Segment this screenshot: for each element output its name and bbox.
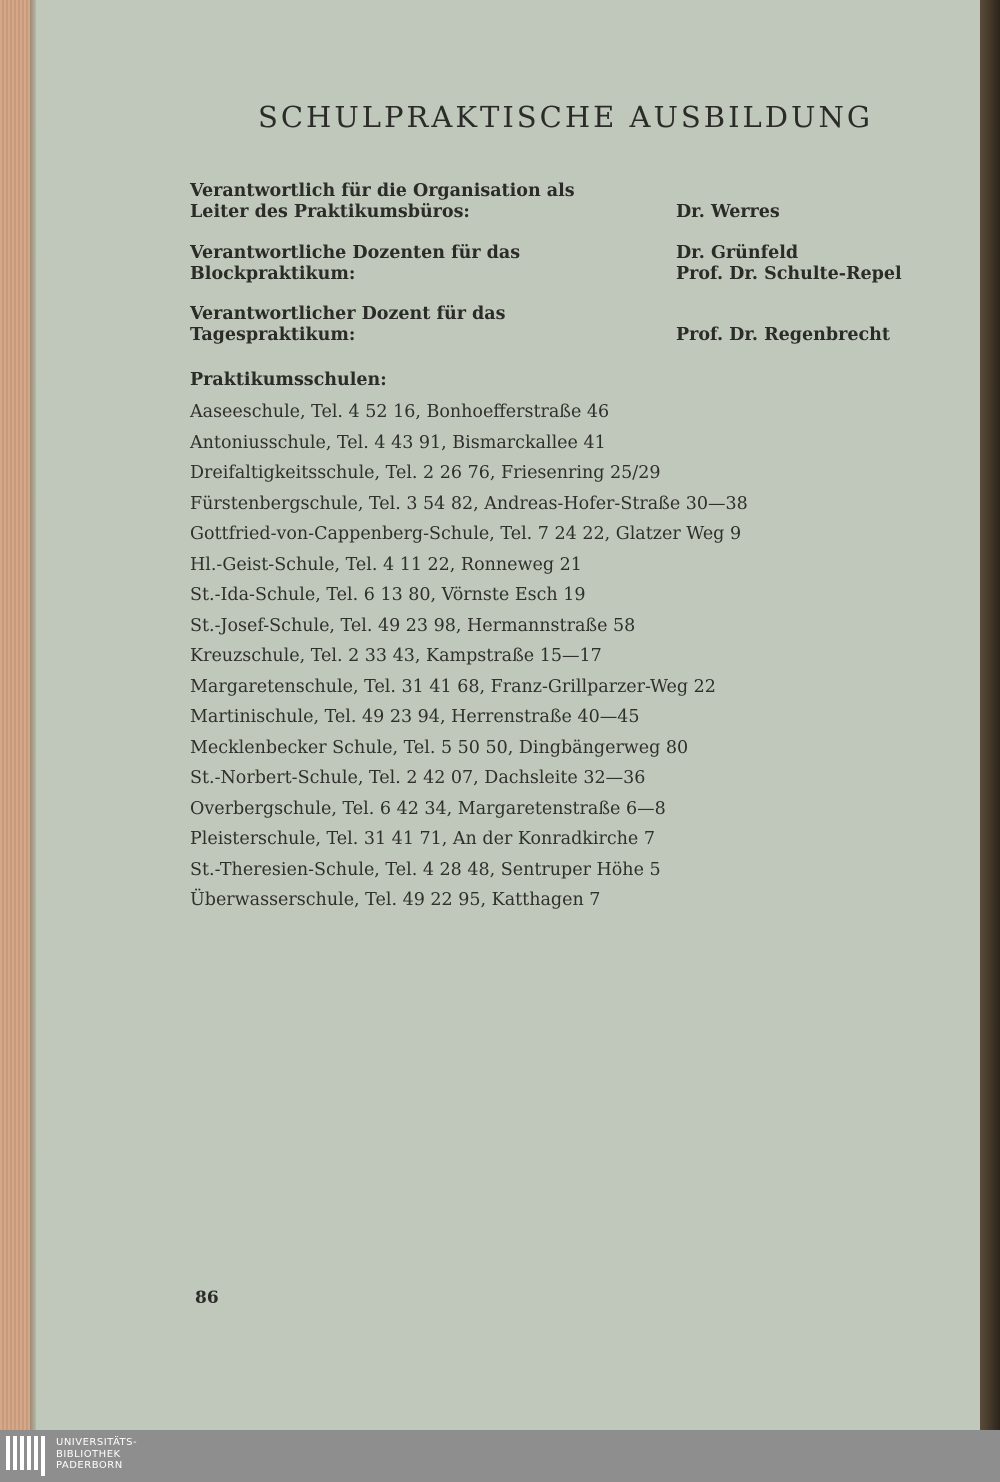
responsibility-label	[190, 304, 505, 346]
school-entry: Überwasserschule, Tel. 49 22 95, Katthagen 7	[190, 890, 601, 910]
label-line: Leiter des Praktikumsbüros:	[190, 202, 470, 222]
library-logo-icon	[6, 1436, 50, 1476]
school-entry: Mecklenbecker Schule, Tel. 5 50 50, Dingbängerweg 80	[190, 737, 689, 758]
library-footer	[0, 1430, 1000, 1482]
school-entry: Fürstenbergschule, Tel. 3 54 82, Andreas-Hofer-Straße 30—38	[190, 493, 748, 514]
school-entry: Antoniusschule, Tel. 4 43 91, Bismarckallee 41	[190, 432, 606, 453]
school-entry: St.-Josef-Schule, Tel. 49 23 98, Hermannstraße 58	[190, 615, 636, 636]
school-entry: Hl.-Geist-Schule, Tel. 4 11 22, Ronneweg 21	[190, 554, 582, 575]
name-line: Prof. Dr. Schulte-Repel	[676, 264, 902, 284]
library-name-line: PADERBORN	[56, 1460, 123, 1471]
library-name-line: UNIVERSITÄTS-	[56, 1437, 138, 1448]
school-list	[190, 397, 748, 916]
school-entry: Pleisterschule, Tel. 31 41 71, An der Konradkirche 7	[190, 829, 655, 849]
name-line: Prof. Dr. Regenbrecht	[676, 325, 890, 345]
name-line: Dr. Grünfeld	[676, 243, 799, 263]
responsibility-label	[190, 243, 520, 285]
responsible-person	[676, 181, 780, 223]
name-line	[676, 181, 780, 202]
school-entry: Dreifaltigkeitsschule, Tel. 2 26 76, Friesenring 25/29	[190, 463, 661, 483]
school-entry: Margaretenschule, Tel. 31 41 68, Franz-Grillparzer-Weg 22	[190, 676, 716, 697]
schools-heading: Praktikumsschulen:	[190, 370, 387, 390]
school-entry: Aaseeschule, Tel. 4 52 16, Bonhoefferstraße 46	[190, 402, 610, 422]
school-entry: Overbergschule, Tel. 6 42 34, Margaretenstraße 6—8	[190, 798, 666, 819]
school-entry: St.-Ida-Schule, Tel. 6 13 80, Vörnste Esch 19	[190, 585, 586, 605]
label-line: Tagespraktikum:	[190, 325, 356, 345]
library-name-line: BIBLIOTHEK	[56, 1448, 121, 1460]
name-line: Dr. Werres	[676, 202, 780, 222]
label-line: Blockpraktikum:	[190, 264, 356, 284]
page-number: 86	[195, 1288, 219, 1308]
school-entry: Kreuzschule, Tel. 2 33 43, Kampstraße 15—17	[190, 646, 602, 666]
school-entry: St.-Norbert-Schule, Tel. 2 42 07, Dachsleite 32—36	[190, 768, 646, 788]
name-line	[676, 304, 890, 325]
school-entry: St.-Theresien-Schule, Tel. 4 28 48, Sentruper Höhe 5	[190, 859, 661, 880]
page-title: SCHULPRAKTISCHE AUSBILDUNG	[258, 100, 874, 134]
responsibility-label	[190, 181, 575, 223]
book-binding	[980, 0, 1000, 1430]
school-entry: Gottfried-von-Cappenberg-Schule, Tel. 7 24 22, Glatzer Weg 9	[190, 524, 742, 544]
label-line: Verantwortlicher Dozent für das	[190, 304, 506, 324]
responsible-person	[676, 243, 902, 285]
label-line: Verantwortlich für die Organisation als	[190, 181, 575, 201]
library-name	[56, 1437, 137, 1472]
label-line: Verantwortliche Dozenten für das	[190, 243, 521, 263]
responsible-person	[676, 304, 890, 346]
school-entry: Martinischule, Tel. 49 23 94, Herrenstraße 40—45	[190, 707, 640, 727]
